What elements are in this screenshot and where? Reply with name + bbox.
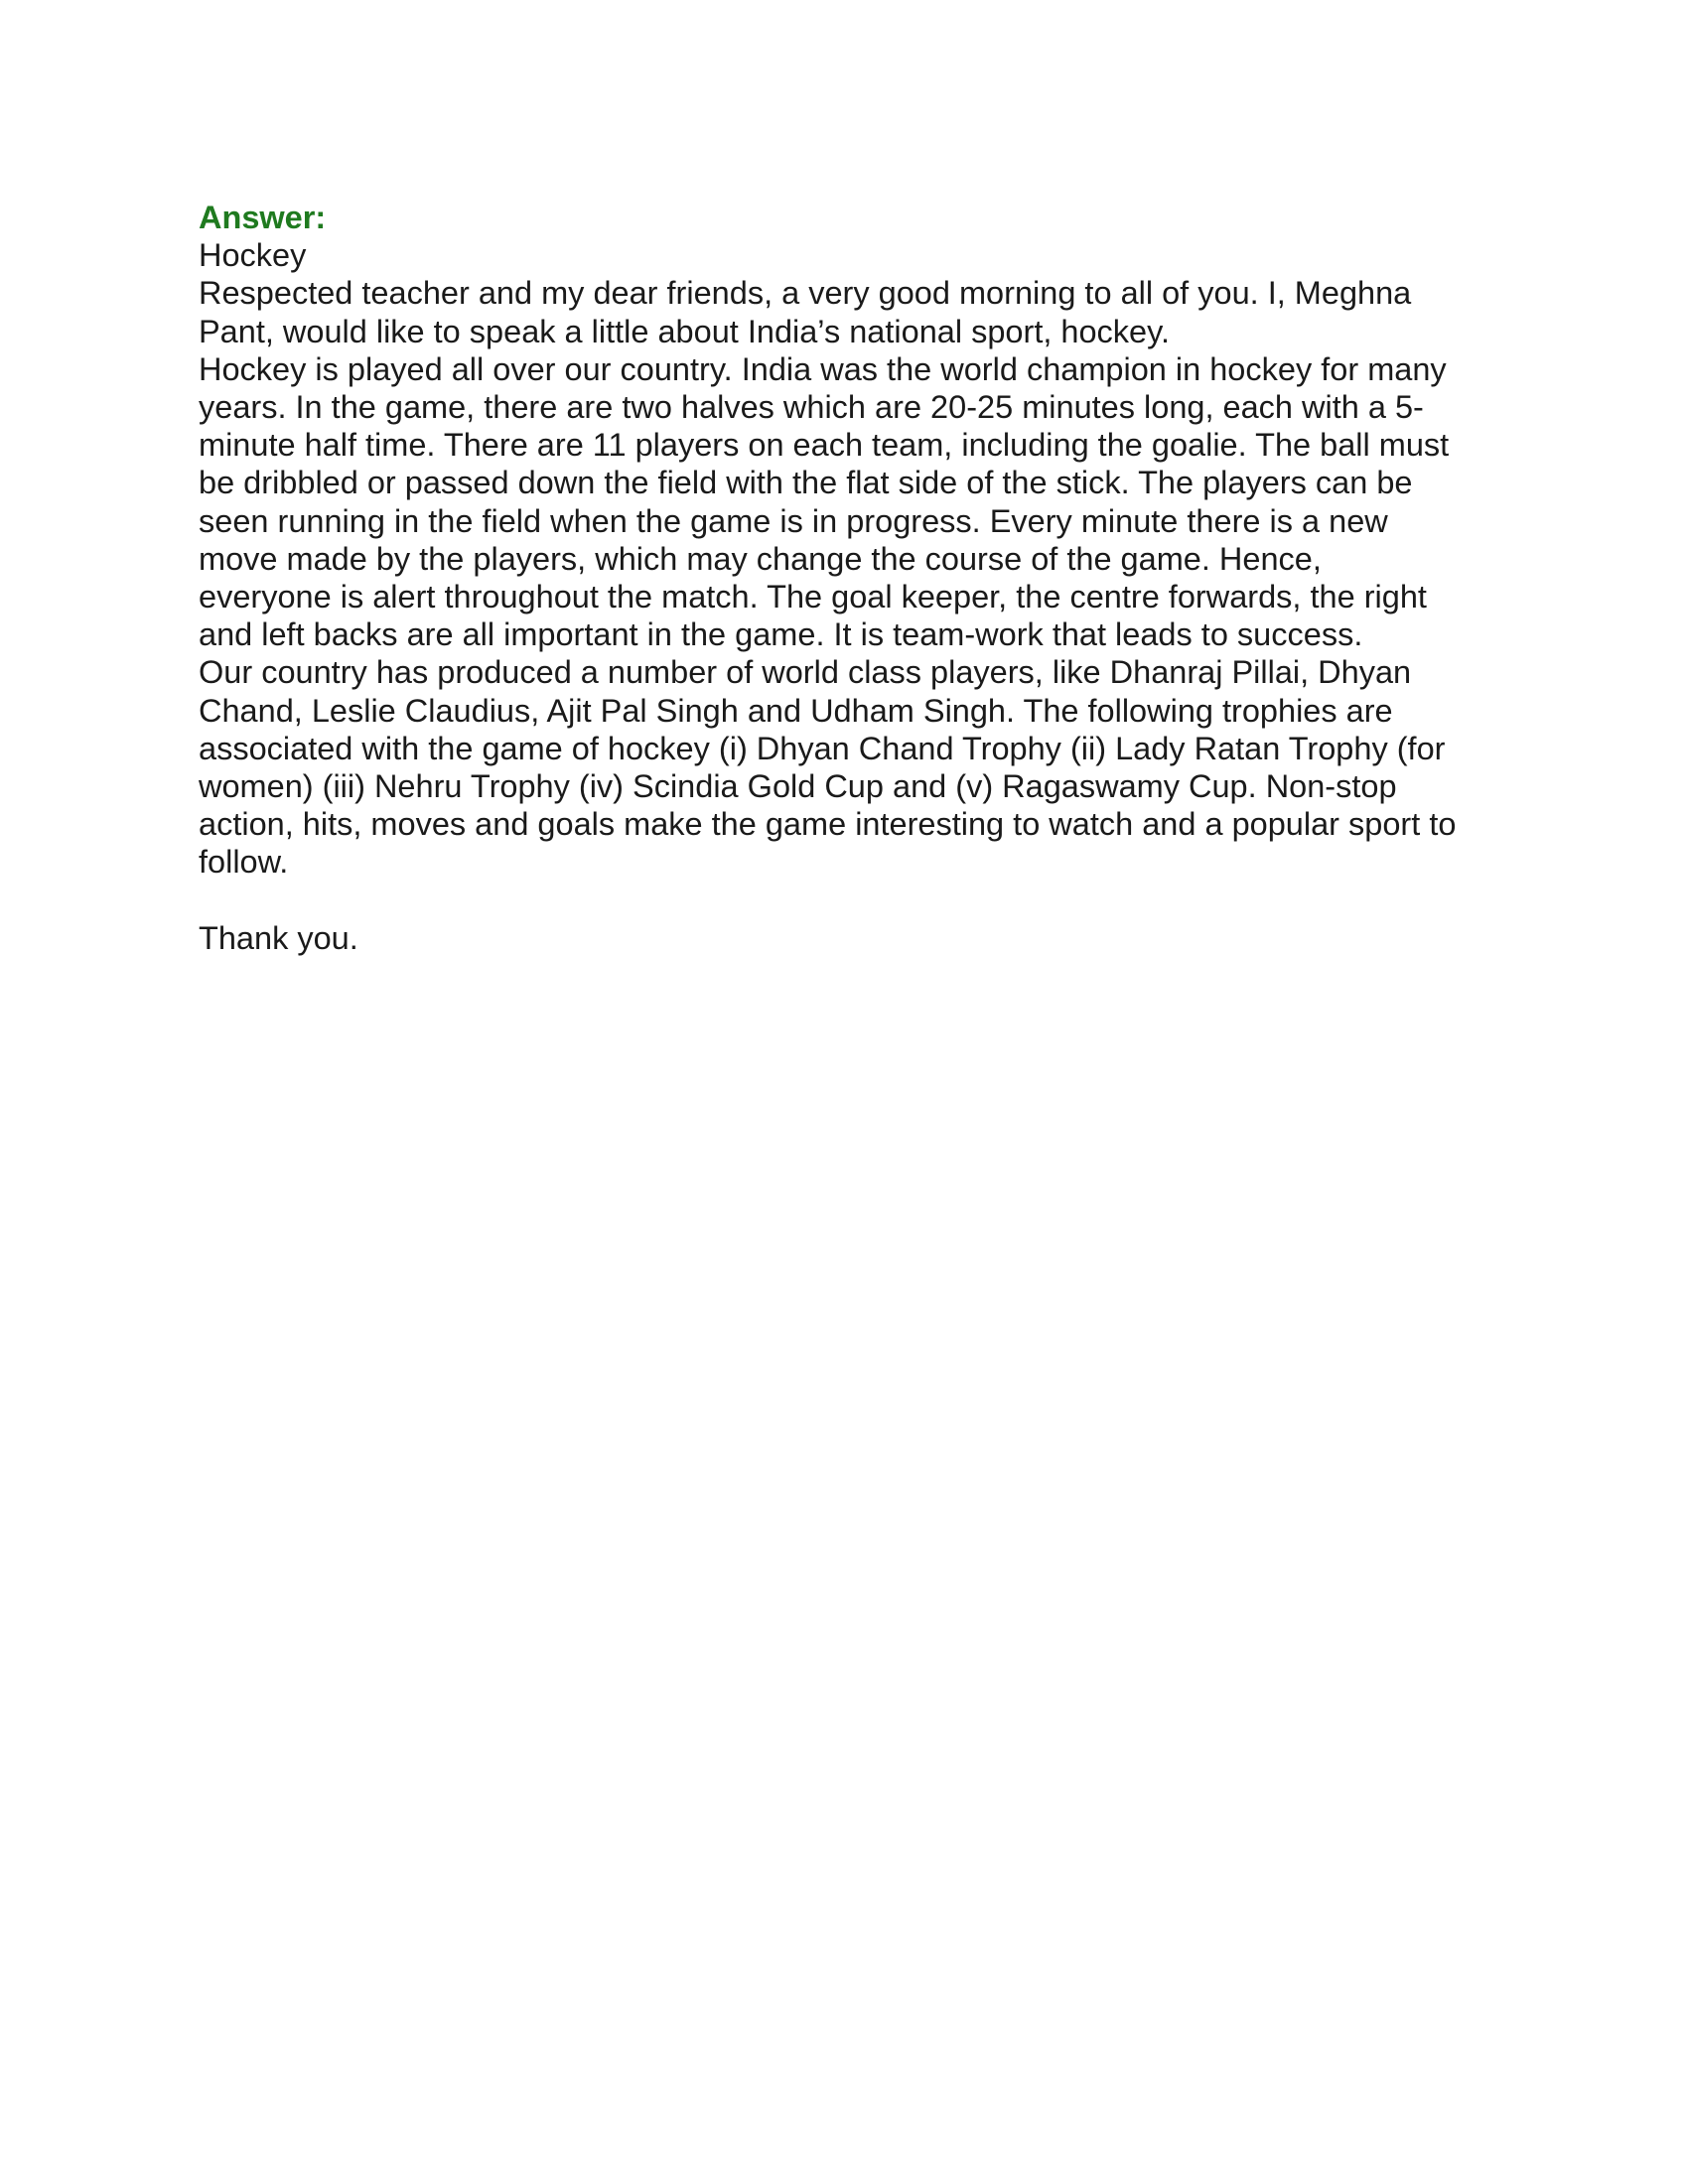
closing-line: Thank you. — [199, 919, 358, 956]
text-line: follow. — [199, 844, 289, 881]
text-line: associated with the game of hockey (i) Dhyan Chand Trophy (ii) Lady Ratan Trophy (for — [199, 730, 1446, 766]
text-line: move made by the players, which may change the course of the game. Hence, — [199, 540, 1322, 577]
text-line: Chand, Leslie Claudius, Ajit Pal Singh and Udham Singh. The following trophies are — [199, 692, 1393, 729]
paragraph-game — [199, 350, 1509, 654]
document-body — [199, 199, 1509, 957]
speech-title: Hockey — [199, 237, 307, 274]
text-line: years. In the game, there are two halves which are 20-25 minutes long, each with a 5- — [199, 389, 1424, 426]
text-line: Respected teacher and my dear friends, a very good morning to all of you. I, Meghna — [199, 275, 1412, 312]
text-line: minute half time. There are 11 players on each team, including the goalie. The ball must — [199, 427, 1450, 464]
paragraph-spacer — [199, 882, 1509, 919]
text-line: action, hits, moves and goals make the game interesting to watch and a popular sport to — [199, 806, 1457, 843]
text-line: be dribbled or passed down the field with the flat side of the stick. The players can be — [199, 465, 1413, 501]
text-line: Hockey is played all over our country. India was the world champion in hockey for many — [199, 350, 1447, 387]
text-line: Pant, would like to speak a little about India’s national sport, hockey. — [199, 313, 1170, 349]
paragraph-intro — [199, 274, 1509, 349]
answer-heading: Answer: — [199, 200, 327, 235]
text-line: women) (iii) Nehru Trophy (iv) Scindia Gold Cup and (v) Ragaswamy Cup. Non-stop — [199, 768, 1397, 805]
text-line: Our country has produced a number of world class players, like Dhanraj Pillai, Dhyan — [199, 654, 1412, 691]
text-line: seen running in the field when the game is in progress. Every minute there is a new — [199, 502, 1388, 539]
text-line: and left backs are all important in the game. It is team-work that leads to success. — [199, 616, 1363, 653]
text-line: everyone is alert throughout the match. The goal keeper, the centre forwards, the right — [199, 579, 1427, 615]
paragraph-players-trophies — [199, 653, 1509, 881]
